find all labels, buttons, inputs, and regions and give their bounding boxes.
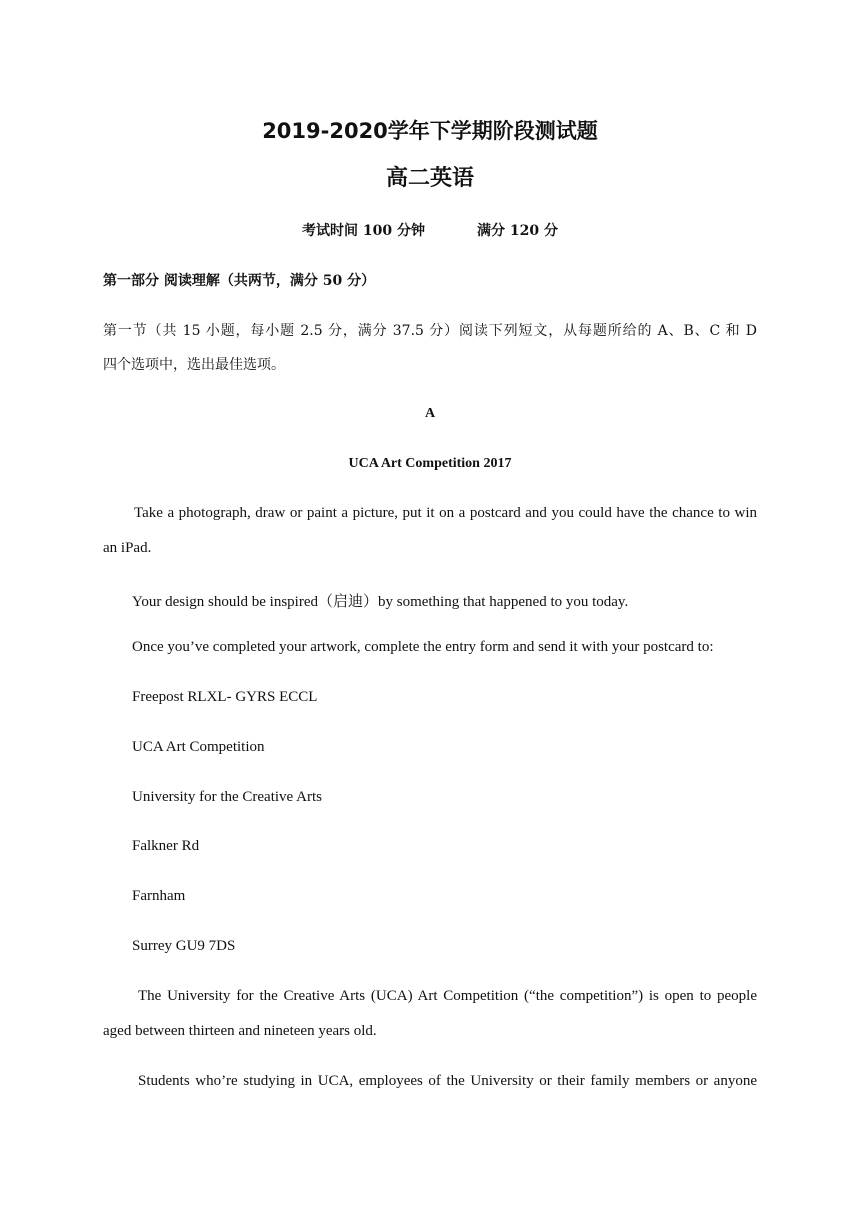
- section1-instruction-line2: 四个选项中，选出最佳选项。: [103, 357, 285, 373]
- address-line: Freepost RLXL- GYRS ECCL: [132, 689, 318, 705]
- paragraph-4-line2: aged between thirteen and nineteen years old.: [103, 1023, 377, 1039]
- address-line: Surrey GU9 7DS: [132, 938, 236, 954]
- part1-heading: 第一部分 阅读理解（共两节，满分 50 分）: [103, 273, 376, 289]
- exam-meta: [0, 220, 860, 240]
- address-line: University for the Creative Arts: [132, 789, 322, 805]
- full-score: 满分 120 分: [477, 223, 558, 239]
- paragraph-1-line1: Take a photograph, draw or paint a picture, put it on a postcard and you could have the chance to win: [134, 505, 757, 521]
- paragraph-2: Your design should be inspired（启迪）by something that happened to you today.: [132, 594, 629, 610]
- address-line: Falkner Rd: [132, 838, 200, 854]
- passage-label: A: [424, 406, 436, 421]
- exam-subject: 高二英语: [385, 166, 474, 191]
- exam-time: 考试时间 100 分钟: [302, 223, 425, 239]
- address-line: UCA Art Competition: [132, 739, 265, 755]
- paragraph-3: Once you’ve completed your artwork, complete the entry form and send it with your postcard to:: [132, 639, 714, 655]
- paragraph-1-line2: an iPad.: [103, 540, 152, 556]
- passage-title: UCA Art Competition 2017: [348, 456, 512, 471]
- exam-title: 2019-2020学年下学期阶段测试题: [262, 119, 598, 143]
- paragraph-4-line1: The University for the Creative Arts (UCA) Art Competition (“the competition”) is open to people: [138, 988, 757, 1004]
- section1-instruction-line1: 第一节（共 15 小题，每小题 2.5 分，满分 37.5 分）阅读下列短文，从每题所给的 A、B、C 和 D: [103, 323, 757, 339]
- paragraph-5-line1: Students who’re studying in UCA, employees of the University or their family members or anyone: [138, 1073, 757, 1089]
- address-line: Farnham: [132, 888, 186, 904]
